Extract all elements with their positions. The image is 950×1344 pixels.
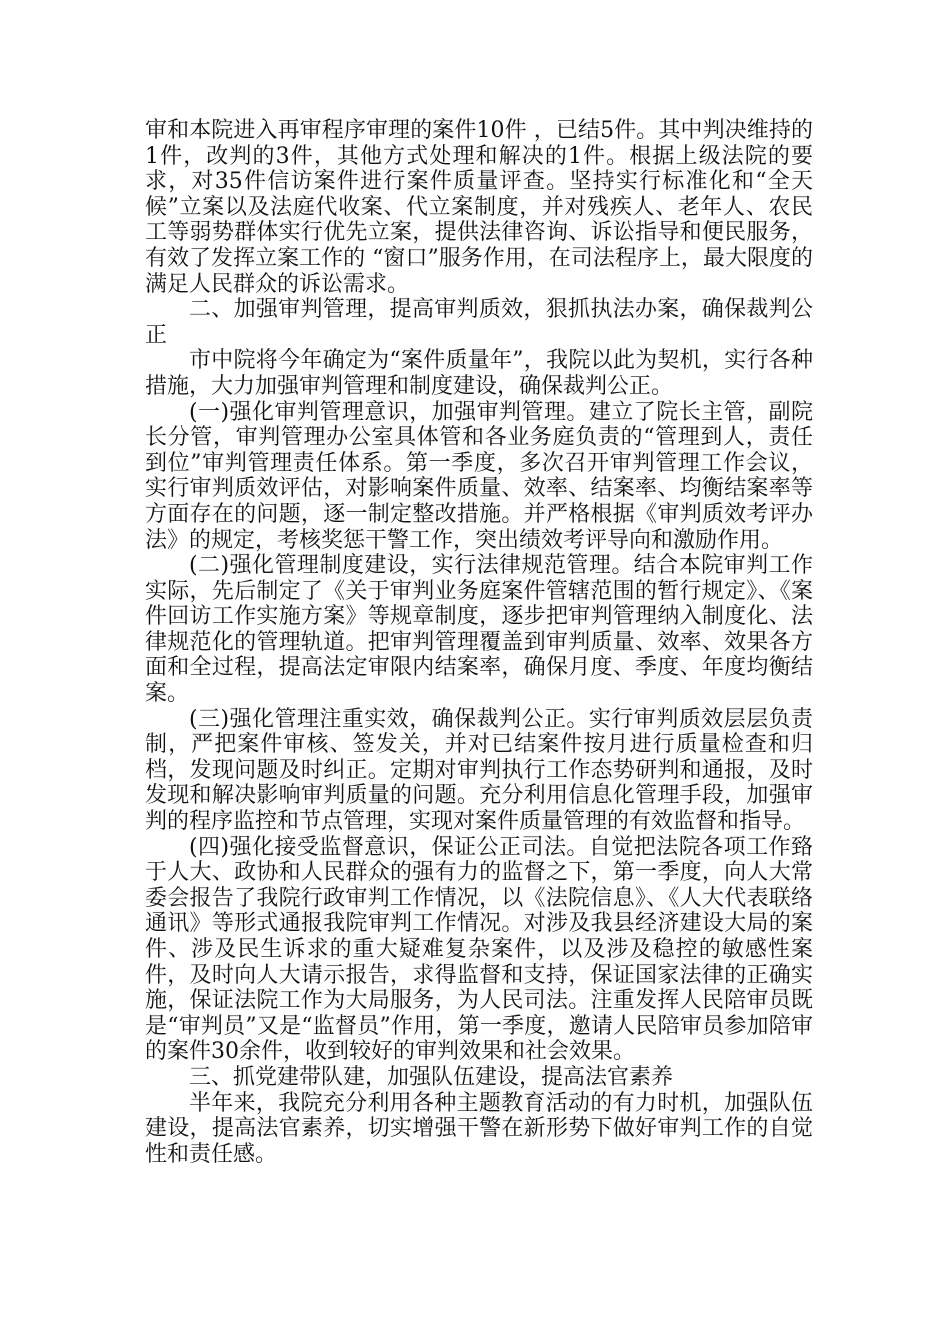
section-heading-party-building: 三、抓党建带队建，加强队伍建设，提高法官素养 (189, 1064, 674, 1090)
paragraph-item-4: (四)强化接受监督意识，保证公正司法。自觉把法院各项工作臵于人大、政协和人民群众的强有力的监督之下，第一季度，向人大常委会报告了我院行政审判工作情况，以《法院信息》、《人大代表联络通讯》等形式通报我院审判工作情况。对涉及我县经济建设大局的案件、涉及民生诉求的重大疑难复杂案件，以及涉及稳控的敏感性案件，及时向人大请示报告，求得监督和支持，保证国家法律的正确实施，保证法院工作为大局服务，为人民司法。注重发挥人民陪审员既是“审判员”又是“监督员”作用，第一季度，邀请人民陪审员参加陪审的案件30余件，收到较好的审判效果和社会效果。 (145, 834, 813, 1065)
paragraph-team-building: 半年来，我院充分利用各种主题教育活动的有力时机，加强队伍建设，提高法官素养，切实增强干警在新形势下做好审判工作的自觉性和责任感。 (145, 1090, 813, 1167)
document-page (145, 118, 813, 1167)
paragraph-case-quality-year: 市中院将今年确定为“案件质量年”，我院以此为契机，实行各种措施，大力加强审判管理和制度建设，确保裁判公正。 (145, 348, 813, 399)
paragraph-item-1: (一)强化审判管理意识，加强审判管理。建立了院长主管，副院长分管，审判管理办公室具体管和各业务庭负责的“管理到人，责任到位”审判管理责任体系。第一季度，多次召开审判管理工作会议，实行审判质效评估，对影响案件质量、效率、结案率、均衡结案率等方面存在的问题，逐一制定整改措施。并严格根据《审判质效考评办法》的规定，考核奖惩干警工作，突出绩效考评导向和激励作用。 (145, 399, 813, 553)
paragraph-case-statistics: 审和本院进入再审程序审理的案件10件 ，已结5件。其中判决维持的1件，改判的3件，其他方式处理和解决的1件。根据上级法院的要求，对35件信访案件进行案件质量评查。坚持实行标准化和“全天候”立案以及法庭代收案、代立案制度，并对残疾人、老年人、农民工等弱势群体实行优先立案，提供法律咨询、诉讼指导和便民服务，有效了发挥立案工作的 “窗口”服务作用，在司法程序上，最大限度的满足人民群众的诉讼需求。 (145, 118, 813, 297)
paragraph-item-2: (二)强化管理制度建设，实行法律规范管理。结合本院审判工作实际，先后制定了《关于审判业务庭案件管辖范围的暂行规定》、《案件回访工作实施方案》等规章制度，逐步把审判管理纳入制度化、法律规范化的管理轨道。把审判管理覆盖到审判质量、效率、效果各方面和全过程，提高法定审限内结案率，确保月度、季度、年度均衡结案。 (145, 553, 813, 707)
section-heading-trial-management: 二、加强审判管理，提高审判质效，狠抓执法办案，确保裁判公正 (145, 297, 813, 348)
paragraph-item-3: (三)强化管理注重实效，确保裁判公正。实行审判质效层层负责制，严把案件审核、签发关，并对已结案件按月进行质量检查和归档，发现问题及时纠正。定期对审判执行工作态势研判和通报，及时发现和解决影响审判质量的问题。充分利用信息化管理手段，加强审判的程序监控和节点管理，实现对案件质量管理的有效监督和指导。 (145, 706, 813, 835)
